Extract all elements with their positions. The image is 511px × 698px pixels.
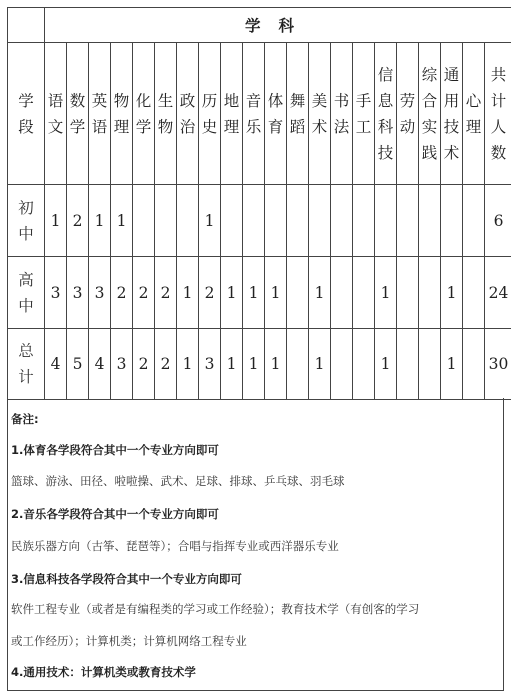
subject-label [397, 88, 418, 140]
subject-header-13 [331, 43, 353, 185]
subject-label-char: 科 [377, 117, 394, 136]
subject-label [375, 62, 396, 166]
subject-label-char: 综 [421, 65, 438, 84]
stage-label-char: 中 [18, 224, 34, 243]
subject-label-char: 通 [443, 65, 460, 84]
value-cell: 1 [45, 185, 67, 257]
subject-label-char: 工 [355, 117, 372, 136]
stage-label-char: 计 [18, 368, 34, 386]
subject-label-char: 手 [355, 91, 372, 110]
value-cell: 2 [133, 329, 155, 400]
subject-label [199, 88, 220, 140]
value-cell: 2 [155, 257, 177, 329]
value-cell: 1 [441, 329, 463, 400]
value-cell: 1 [309, 257, 331, 329]
subject-label-char: 理 [113, 117, 130, 136]
subject-header-7 [199, 43, 221, 185]
subject-label [265, 88, 286, 140]
note-heading: 4.通用技术：计算机类或教育技术学 [11, 665, 196, 679]
value-cell: 5 [67, 329, 89, 400]
note-text: 篮球、游泳、田径、啦啦操、武术、足球、排球、乒乓球、羽毛球 [11, 474, 345, 488]
subject-header-10 [265, 43, 287, 185]
stage-header-text [8, 88, 44, 140]
value-cell [287, 257, 309, 329]
value-cell: 2 [67, 185, 89, 257]
subject-label-char: 理 [465, 117, 482, 136]
value-cell [287, 329, 309, 400]
subject-label [419, 62, 440, 166]
subject-header-14 [353, 43, 375, 185]
subject-label-char: 蹈 [289, 117, 306, 136]
subject-label [331, 88, 352, 140]
value-cell: 3 [111, 329, 133, 400]
subject-label-char: 文 [47, 117, 64, 136]
subject-header-9 [243, 43, 265, 185]
subject-label [45, 88, 66, 140]
value-cell: 1 [111, 185, 133, 257]
value-cell [177, 185, 199, 257]
subject-label-char: 舞 [289, 91, 306, 110]
value-cell: 2 [133, 257, 155, 329]
subject-header-16 [397, 43, 419, 185]
title-row [8, 8, 511, 43]
value-cell [287, 185, 309, 257]
subject-label-char: 共 [490, 65, 507, 84]
value-cell [397, 257, 419, 329]
subject-label-char: 用 [443, 91, 460, 110]
stage-label-char: 初 [18, 198, 34, 217]
table-row [8, 185, 511, 257]
value-cell [353, 185, 375, 257]
subject-label-char: 动 [399, 117, 416, 136]
subject-header-17 [419, 43, 441, 185]
subject-label [485, 62, 511, 166]
value-cell [463, 329, 485, 400]
subject-label [89, 88, 110, 140]
value-cell: 4 [45, 329, 67, 400]
note-heading: 1.体育各学段符合其中一个专业方向即可 [11, 443, 219, 457]
value-cell: 1 [199, 185, 221, 257]
value-cell [353, 257, 375, 329]
subject-label-char: 技 [377, 143, 394, 162]
subject-label-char: 数 [69, 91, 86, 110]
note-text: 或工作经历）；计算机类；计算机网络工程专业 [11, 634, 247, 648]
value-cell [309, 185, 331, 257]
value-cell: 4 [89, 329, 111, 400]
subject-label [177, 88, 198, 140]
value-cell [155, 185, 177, 257]
subject-label-char: 体 [267, 91, 284, 110]
subject-label-char: 音 [245, 91, 262, 110]
subject-header-5 [155, 43, 177, 185]
table-title: 学科 [45, 8, 511, 43]
subject-header-1 [67, 43, 89, 185]
value-cell [353, 329, 375, 400]
value-cell [463, 185, 485, 257]
subject-staffing-table [7, 7, 511, 400]
subject-label-char: 术 [311, 117, 328, 136]
note-heading: 3.信息科技各学段符合其中一个专业方向即可 [11, 572, 242, 586]
subject-label-char: 法 [333, 117, 350, 136]
subject-header-12 [309, 43, 331, 185]
subject-header-11 [287, 43, 309, 185]
stage-cell [8, 329, 45, 400]
subject-label-char: 物 [157, 117, 174, 136]
value-cell: 1 [243, 257, 265, 329]
value-cell [133, 185, 155, 257]
value-cell: 3 [89, 257, 111, 329]
subject-label [155, 88, 176, 140]
value-cell [331, 329, 353, 400]
subject-header-0 [45, 43, 67, 185]
subject-label-char: 学 [135, 117, 152, 136]
stage-cell [8, 257, 45, 329]
subject-label-char: 政 [179, 91, 196, 110]
value-cell: 1 [89, 185, 111, 257]
note-heading: 2.音乐各学段符合其中一个专业方向即可 [11, 507, 219, 521]
table-row [8, 329, 511, 400]
subject-label-char: 地 [223, 91, 240, 110]
corner-cell [8, 8, 45, 43]
subject-label-char: 实 [421, 117, 438, 136]
stage-header [8, 43, 45, 185]
subject-label-char: 息 [377, 91, 394, 110]
stage-label-char: 高 [18, 270, 34, 289]
value-cell: 3 [45, 257, 67, 329]
value-cell: 1 [177, 329, 199, 400]
subject-label [243, 88, 264, 140]
subject-header-row [8, 43, 511, 185]
subject-label-char: 理 [223, 117, 240, 136]
subject-label-char: 计 [490, 91, 507, 110]
subject-label-char: 合 [421, 91, 438, 110]
note-text: 软件工程专业（或者是有编程类的学习或工作经验）；教育技术学（有创客的学习 [11, 602, 420, 616]
value-cell [397, 329, 419, 400]
value-cell: 6 [485, 185, 511, 257]
subject-header-18 [441, 43, 463, 185]
subject-label-char: 数 [490, 143, 507, 162]
value-cell: 3 [67, 257, 89, 329]
subject-header-19 [463, 43, 485, 185]
value-cell: 1 [309, 329, 331, 400]
value-cell: 2 [155, 329, 177, 400]
value-cell: 3 [199, 329, 221, 400]
subject-label-char: 信 [377, 65, 394, 84]
value-cell: 1 [221, 329, 243, 400]
value-cell: 24 [485, 257, 511, 329]
value-cell [441, 185, 463, 257]
subject-label-char: 技 [443, 117, 460, 136]
subject-header-4 [133, 43, 155, 185]
subject-label-char: 践 [421, 143, 438, 162]
subject-label-char: 生 [157, 91, 174, 110]
subject-label-char: 语 [91, 117, 108, 136]
subject-label-char: 人 [490, 117, 507, 136]
value-cell: 1 [375, 257, 397, 329]
subject-label-char: 语 [47, 91, 64, 110]
stage-label-char: 总 [18, 342, 34, 360]
table-row [8, 257, 511, 329]
value-cell [243, 185, 265, 257]
stage-label [8, 195, 44, 247]
subject-label [287, 88, 308, 140]
subject-label [309, 88, 330, 140]
subject-label-char: 术 [443, 143, 460, 162]
value-cell [331, 185, 353, 257]
subject-label-char: 化 [135, 91, 152, 110]
subject-label-char: 史 [201, 117, 218, 136]
value-cell [265, 185, 287, 257]
value-cell: 1 [243, 329, 265, 400]
subject-label-char: 美 [311, 91, 328, 110]
value-cell: 2 [199, 257, 221, 329]
subject-label-char: 乐 [245, 117, 262, 136]
value-cell [375, 185, 397, 257]
subject-label-char: 治 [179, 117, 196, 136]
value-cell: 1 [177, 257, 199, 329]
subject-label-char: 劳 [399, 91, 416, 110]
value-cell [331, 257, 353, 329]
subject-label [111, 88, 132, 140]
subject-header-2 [89, 43, 111, 185]
note-text: 民族乐器方向（古筝、琵琶等）；合唱与指挥专业或西洋器乐专业 [11, 539, 339, 553]
subject-label [463, 88, 484, 140]
subject-label-char: 历 [201, 91, 218, 110]
subject-label-char: 书 [333, 91, 350, 110]
value-cell [419, 257, 441, 329]
subject-header-20 [485, 43, 511, 185]
subject-label [221, 88, 242, 140]
subject-label-char: 物 [113, 91, 130, 110]
subject-label-char: 育 [267, 117, 284, 136]
stage-header-text-char: 学 [18, 91, 34, 110]
value-cell: 1 [221, 257, 243, 329]
subject-header-15 [375, 43, 397, 185]
stage-header-text-char: 段 [18, 117, 34, 136]
subject-label [67, 88, 88, 140]
value-cell: 1 [375, 329, 397, 400]
subject-header-8 [221, 43, 243, 185]
subject-header-6 [177, 43, 199, 185]
value-cell [397, 185, 419, 257]
value-cell [221, 185, 243, 257]
value-cell [463, 257, 485, 329]
stage-label-char: 中 [18, 296, 34, 315]
value-cell: 1 [441, 257, 463, 329]
subject-header-3 [111, 43, 133, 185]
stage-cell [8, 185, 45, 257]
stage-label [8, 338, 44, 390]
value-cell [419, 185, 441, 257]
value-cell: 2 [111, 257, 133, 329]
notes-title: 备注: [11, 412, 39, 426]
subject-label-char: 学 [69, 117, 86, 136]
value-cell [419, 329, 441, 400]
subject-label [133, 88, 154, 140]
subject-label [441, 62, 462, 166]
notes-section [7, 398, 504, 691]
subject-label [353, 88, 374, 140]
value-cell: 1 [265, 257, 287, 329]
subject-label-char: 英 [91, 91, 108, 110]
value-cell: 30 [485, 329, 511, 400]
stage-label [8, 267, 44, 319]
value-cell: 1 [265, 329, 287, 400]
subject-label-char: 心 [465, 91, 482, 110]
